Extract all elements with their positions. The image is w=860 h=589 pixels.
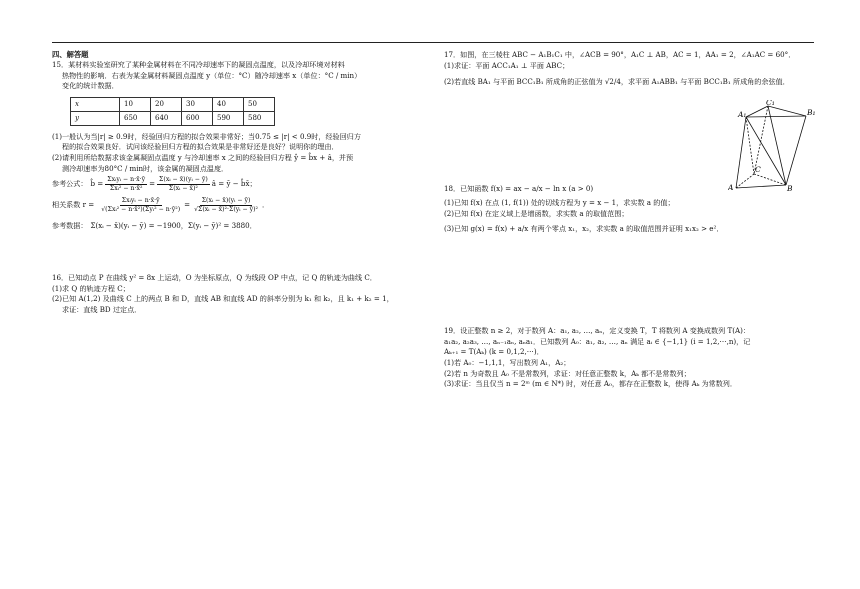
- q15-part1-line-1: (1)一般认为当|r| ≥ 0.9时，经验回归方程的拟合效果非常好；当0.75 ≤ |r| < 0.9时，经验回归方: [52, 131, 361, 141]
- data-text: Σ(xᵢ − x̄)(yᵢ − ȳ) = −1900，Σ(yᵢ − ȳ)² = 3880．: [90, 221, 257, 231]
- fraction-numerator: Σxᵢyᵢ − n·x̄·ȳ: [121, 197, 160, 205]
- q16-line-4: 求证：直线 BD 过定点．: [62, 304, 142, 314]
- reference-data: [52, 216, 424, 237]
- q16-line-1: 16．已知动点 P 在曲线 y² = 8x 上运动，O 为坐标原点，Q 为线段 OP 中点，记 Q 的轨迹为曲线 C．: [52, 273, 377, 283]
- q16-line-3: (2)已知 A(1,2) 及曲线 C 上的两点 B 和 D，直线 AB 和直线 AD 的斜率分别为 k₁ 和 k₂，且 k₁ + k₂ = 1，: [52, 294, 394, 304]
- correlation-fraction-2: [192, 197, 260, 214]
- table-cell: 50: [244, 97, 275, 111]
- question-16: [52, 273, 424, 315]
- answer-space: [52, 237, 424, 273]
- fraction-numerator: Σxᵢyᵢ − n·x̄·ȳ: [107, 176, 146, 184]
- table-x-label: x: [71, 97, 120, 111]
- q19-line-1: 19．设正整数 n ≥ 2，对于数列 A：a₁, a₂, …, aₙ，定义变换 T，T 将数列 A 变换成数列 T(A)：: [444, 326, 750, 336]
- fraction-numerator: Σ(xᵢ − x̄)(yᵢ − ȳ): [201, 197, 251, 205]
- q19-line-5: (2)若 n 为奇数且 A₀ 不是常数列，求证：对任意正整数 k，Aₖ 都不是常数列；: [444, 368, 691, 378]
- q15-part1-line-2: 程的拟合效果良好．试问该经验回归方程的拟合效果是非常好还是良好？说明你的理由．: [62, 142, 339, 152]
- table-cell: 30: [182, 97, 213, 111]
- table-row: [71, 97, 275, 111]
- q15-line-1: 15．某材料实验室研究了某种金属材料在不同冷却速率下的凝固点温度，以及冷却环境对材料: [52, 60, 345, 69]
- fraction-numerator: Σ(xᵢ − x̄)(yᵢ − ȳ): [159, 176, 208, 184]
- question-17: [444, 50, 816, 88]
- b-hat-symbol: b̂ =: [90, 179, 104, 189]
- table-y-label: y: [71, 111, 120, 125]
- q17-line-2: (1)求证：平面 ACC₁A₁ ⊥ 平面 ABC；: [444, 60, 570, 70]
- correlation-fraction-1: [99, 197, 182, 214]
- q19-line-6: (3)求证：当且仅当 n = 2ᵐ (m ∈ N*) 时，对任意 A₀，都存在正整数 k，使得 Aₖ 为常数列．: [444, 379, 737, 389]
- correlation-label: 相关系数 r =: [52, 200, 95, 210]
- table-cell: 650: [120, 111, 151, 125]
- table-cell: 600: [182, 111, 213, 125]
- equals-sign: =: [149, 179, 156, 189]
- q17-line-3: (2)若直线 BA₁ 与平面 BCC₁B₁ 所成角的正弦值为 √2/4，求平面 A₁ABB₁ 与平面 BCC₁B₁ 所成角的余弦值．: [444, 77, 790, 87]
- table-cell: 580: [244, 111, 275, 125]
- q16-line-2: (1)求 Q 的轨迹方程 C；: [52, 283, 130, 293]
- left-column: [52, 50, 424, 316]
- q15-line-2: 热物性的影响．右表为某金属材料凝固点温度 y（单位：°C）随冷却速率 x（单位：°C / min）: [62, 70, 362, 80]
- q15-data-table: [70, 97, 275, 126]
- b-hat-fraction-1: [105, 176, 147, 193]
- reference-formulas: [52, 174, 424, 237]
- q15-line-3: 变化的统计数据．: [62, 81, 119, 91]
- q19-line-2: a₁a₂, a₂a₃, …, aₙ₋₁aₙ, aₙa₁．已知数列 A₀：a₁, a₂, …, aₙ 满足 aᵢ ∈ {−1,1} (i = 1,2,⋯,n)，记: [444, 336, 751, 346]
- fraction-denominator: √Σ(xᵢ − x̄)²·Σ(yᵢ − ȳ)²: [194, 206, 259, 214]
- period: ．: [262, 200, 270, 210]
- table-cell: 590: [213, 111, 244, 125]
- q15-part2-line-1: (2)请利用所给数据求该金属凝固点温度 y 与冷却速率 x 之间的经验回归方程 ŷ = b̂x + â，并预: [52, 152, 354, 162]
- formula-label: 参考公式：: [52, 179, 88, 189]
- prism-figure: [728, 100, 816, 192]
- equals-sign: =: [184, 200, 191, 210]
- b-hat-fraction-2: [157, 176, 210, 193]
- label-a: A: [728, 183, 734, 192]
- table-cell: 40: [213, 97, 244, 111]
- question-19: [444, 326, 816, 390]
- q15-part2-line-2: 测冷却速率为80°C / min时，该金属的凝固点温度．: [62, 163, 229, 173]
- q18-line-4: (3)已知 g(x) = f(x) + a/x 有两个零点 x₁，x₂，求实数 a 的取值范围并证明 x₁x₂ > e²．: [444, 223, 724, 233]
- q17-line-1: 17．如图，在三棱柱 ABC − A₁B₁C₁ 中，∠ACB = 90°，A₁C ⊥ AB，AC = 1，AA₁ = 2，∠A₁AC = 60°．: [444, 50, 796, 59]
- q19-line-4: (1)若 A₀：−1,1,1，写出数列 A₁，A₂；: [444, 357, 571, 367]
- table-cell: 10: [120, 97, 151, 111]
- label-a1: A₁: [738, 110, 747, 119]
- answer-space: [444, 234, 816, 326]
- q19-line-3: Aₖ₊₁ = T(Aₖ) (k = 0,1,2,⋯)．: [444, 347, 544, 357]
- fraction-denominator: √(Σxᵢ² − n·x̄²)(Σyᵢ² − n·ȳ²): [101, 206, 181, 214]
- q18-line-1: 18．已知函数 f(x) = ax − a/x − ln x (a > 0): [444, 183, 594, 193]
- prism-diagram: [728, 100, 816, 192]
- formula-correlation: [52, 195, 424, 216]
- label-c1: C₁: [766, 100, 775, 107]
- formula-b-hat: [52, 174, 424, 195]
- q18-line-2: (1)已知 f(x) 在点 (1, f(1)) 处的切线方程为 y = x − 1，求实数 a 的值；: [444, 198, 675, 208]
- fraction-denominator: Σxᵢ² − n·x̄²: [109, 185, 143, 193]
- table-cell: 20: [151, 97, 182, 111]
- table-cell: 640: [151, 111, 182, 125]
- table-row: [71, 111, 275, 125]
- section-title: 四、解答题: [52, 50, 89, 59]
- fraction-denominator: Σ(xᵢ − x̄)²: [168, 185, 198, 193]
- a-hat-formula: â = ȳ − b̂x̄；: [211, 179, 257, 189]
- data-label: 参考数据：: [52, 221, 88, 231]
- label-b: B: [787, 184, 793, 192]
- label-c: C: [755, 165, 761, 174]
- q18-line-3: (2)已知 f(x) 在定义域上是增函数，求实数 a 的取值范围；: [444, 208, 629, 218]
- question-15: [52, 60, 424, 237]
- top-rule: [52, 42, 814, 43]
- label-b1: B₁: [807, 108, 816, 117]
